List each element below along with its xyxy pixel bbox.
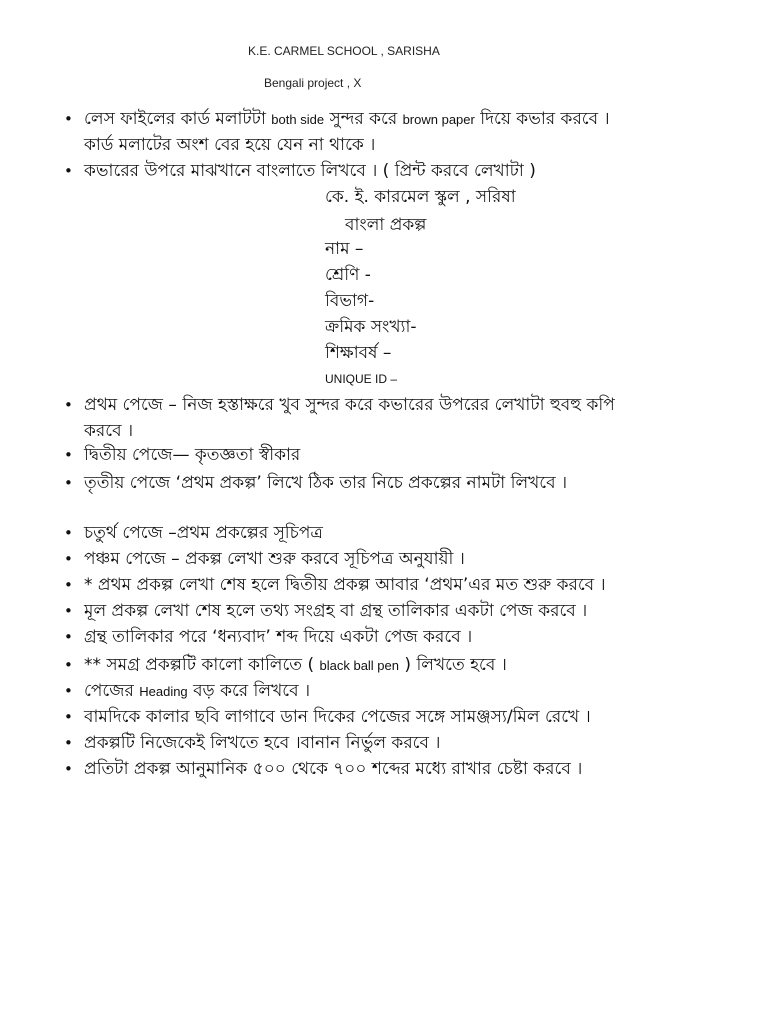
cover-year-field: শিক্ষাবর্ষ –: [325, 343, 392, 363]
bullet-icon: •: [64, 628, 73, 646]
cover-roll-field: ক্রমিক সংখ্যা-: [325, 317, 417, 337]
bullet-icon: •: [64, 656, 73, 674]
bullet-icon: •: [64, 708, 73, 726]
document-page: K.E. CARMEL SCHOOL , SARISHA Bengali project , X • লেস ফাইলের কার্ড মলাটটা both side সুন্দর করে brown paper দিয়ে কভার করবে । কার্ড মলাটের অংশ বের হয়ে যেন না থাকে । • কভারের উপরে মাঝখানে বাংলাতে লিখবে । ( প্রিন্ট করবে লেখাটা ) • প্রথম পেজে – নিজ হস্তাক্ষরে খুব সুন্দর করে কভারের উপরের লেখাটা হুবহু কপি করবে । • দ্বিতীয় পেজে— কৃতজ্ঞতা স্বীকার • তৃতীয় পেজে ‘প্রথম প্রকল্প’ লিখে ঠিক তার নিচে প্রকল্পের নামটা লিখবে । • চতুর্থ পেজে –প্রথম প্রকল্পের সূচিপত্র • পঞ্চম পেজে – প্রকল্প লেখা শুরু করবে সূচিপত্র অনুযায়ী । • * প্রথম প্রকল্প লেখা শেষ হলে দ্বিতীয় প্রকল্প আবার ‘প্রথম’এর মত শুরু করবে । • মূল প্রকল্প লেখা শেষ হলে তথ্য সংগ্রহ বা গ্রন্থ তালিকার একটা পেজ করবে । • গ্রন্থ তালিকার পরে ‘ধন্যবাদ’ শব্দ দিয়ে একটা পেজ করবে । • ** সমগ্র প্রকল্পটি কালো কালিতে ( black ball pen ) লিখতে হবে । • পেজের Heading বড় করে লিখবে । • বামদিকে কালার ছবি লাগাবে ডান দিকের পেজের সঙ্গে সামঞ্জস্য/মিল রেখে । • প্রকল্পটি নিজেকেই লিখতে হবে ।বানান নির্ভুল করবে । • প্রতিটা প্রকল্প আনুমানিক ৫০০ থেকে ৭০০ শব্দের মধ্যে রাখার চেষ্টা করবে । কে. ই. কারমেল স্কুল , সরিষা বাংলা প্রকল্প নাম – শ্রেণি - বিভাগ- ক্রমিক সংখ্যা- শিক্ষাবর্ষ – UNIQUE ID –: [0, 0, 768, 1024]
project-heading: Bengali project , X: [264, 76, 362, 90]
bullet-icon: •: [64, 396, 73, 414]
cover-unique-id-field: UNIQUE ID –: [325, 372, 398, 386]
school-heading: K.E. CARMEL SCHOOL , SARISHA: [248, 44, 440, 58]
bullet-icon: •: [64, 474, 73, 492]
bullet-icon: •: [64, 162, 73, 180]
bullet-icon: •: [64, 446, 73, 464]
bullet-icon: •: [64, 760, 73, 778]
bullet-icon: •: [64, 576, 73, 594]
bullet-icon: •: [64, 550, 73, 568]
list-item-continuation: কার্ড মলাটের অংশ বের হয়ে যেন না থাকে ।: [84, 135, 376, 155]
bullet-icon: •: [64, 602, 73, 620]
cover-name-field: নাম –: [325, 239, 364, 259]
cover-school-name: কে. ই. কারমেল স্কুল , সরিষা: [325, 187, 516, 207]
list-item-continuation: করবে ।: [84, 421, 134, 441]
bullet-icon: •: [64, 734, 73, 752]
bullet-icon: •: [64, 110, 73, 128]
bullet-icon: •: [64, 682, 73, 700]
cover-class-field: শ্রেণি -: [325, 265, 371, 285]
cover-section-field: বিভাগ-: [325, 291, 375, 311]
cover-project-title: বাংলা প্রকল্প: [345, 215, 427, 235]
bullet-icon: •: [64, 524, 73, 542]
